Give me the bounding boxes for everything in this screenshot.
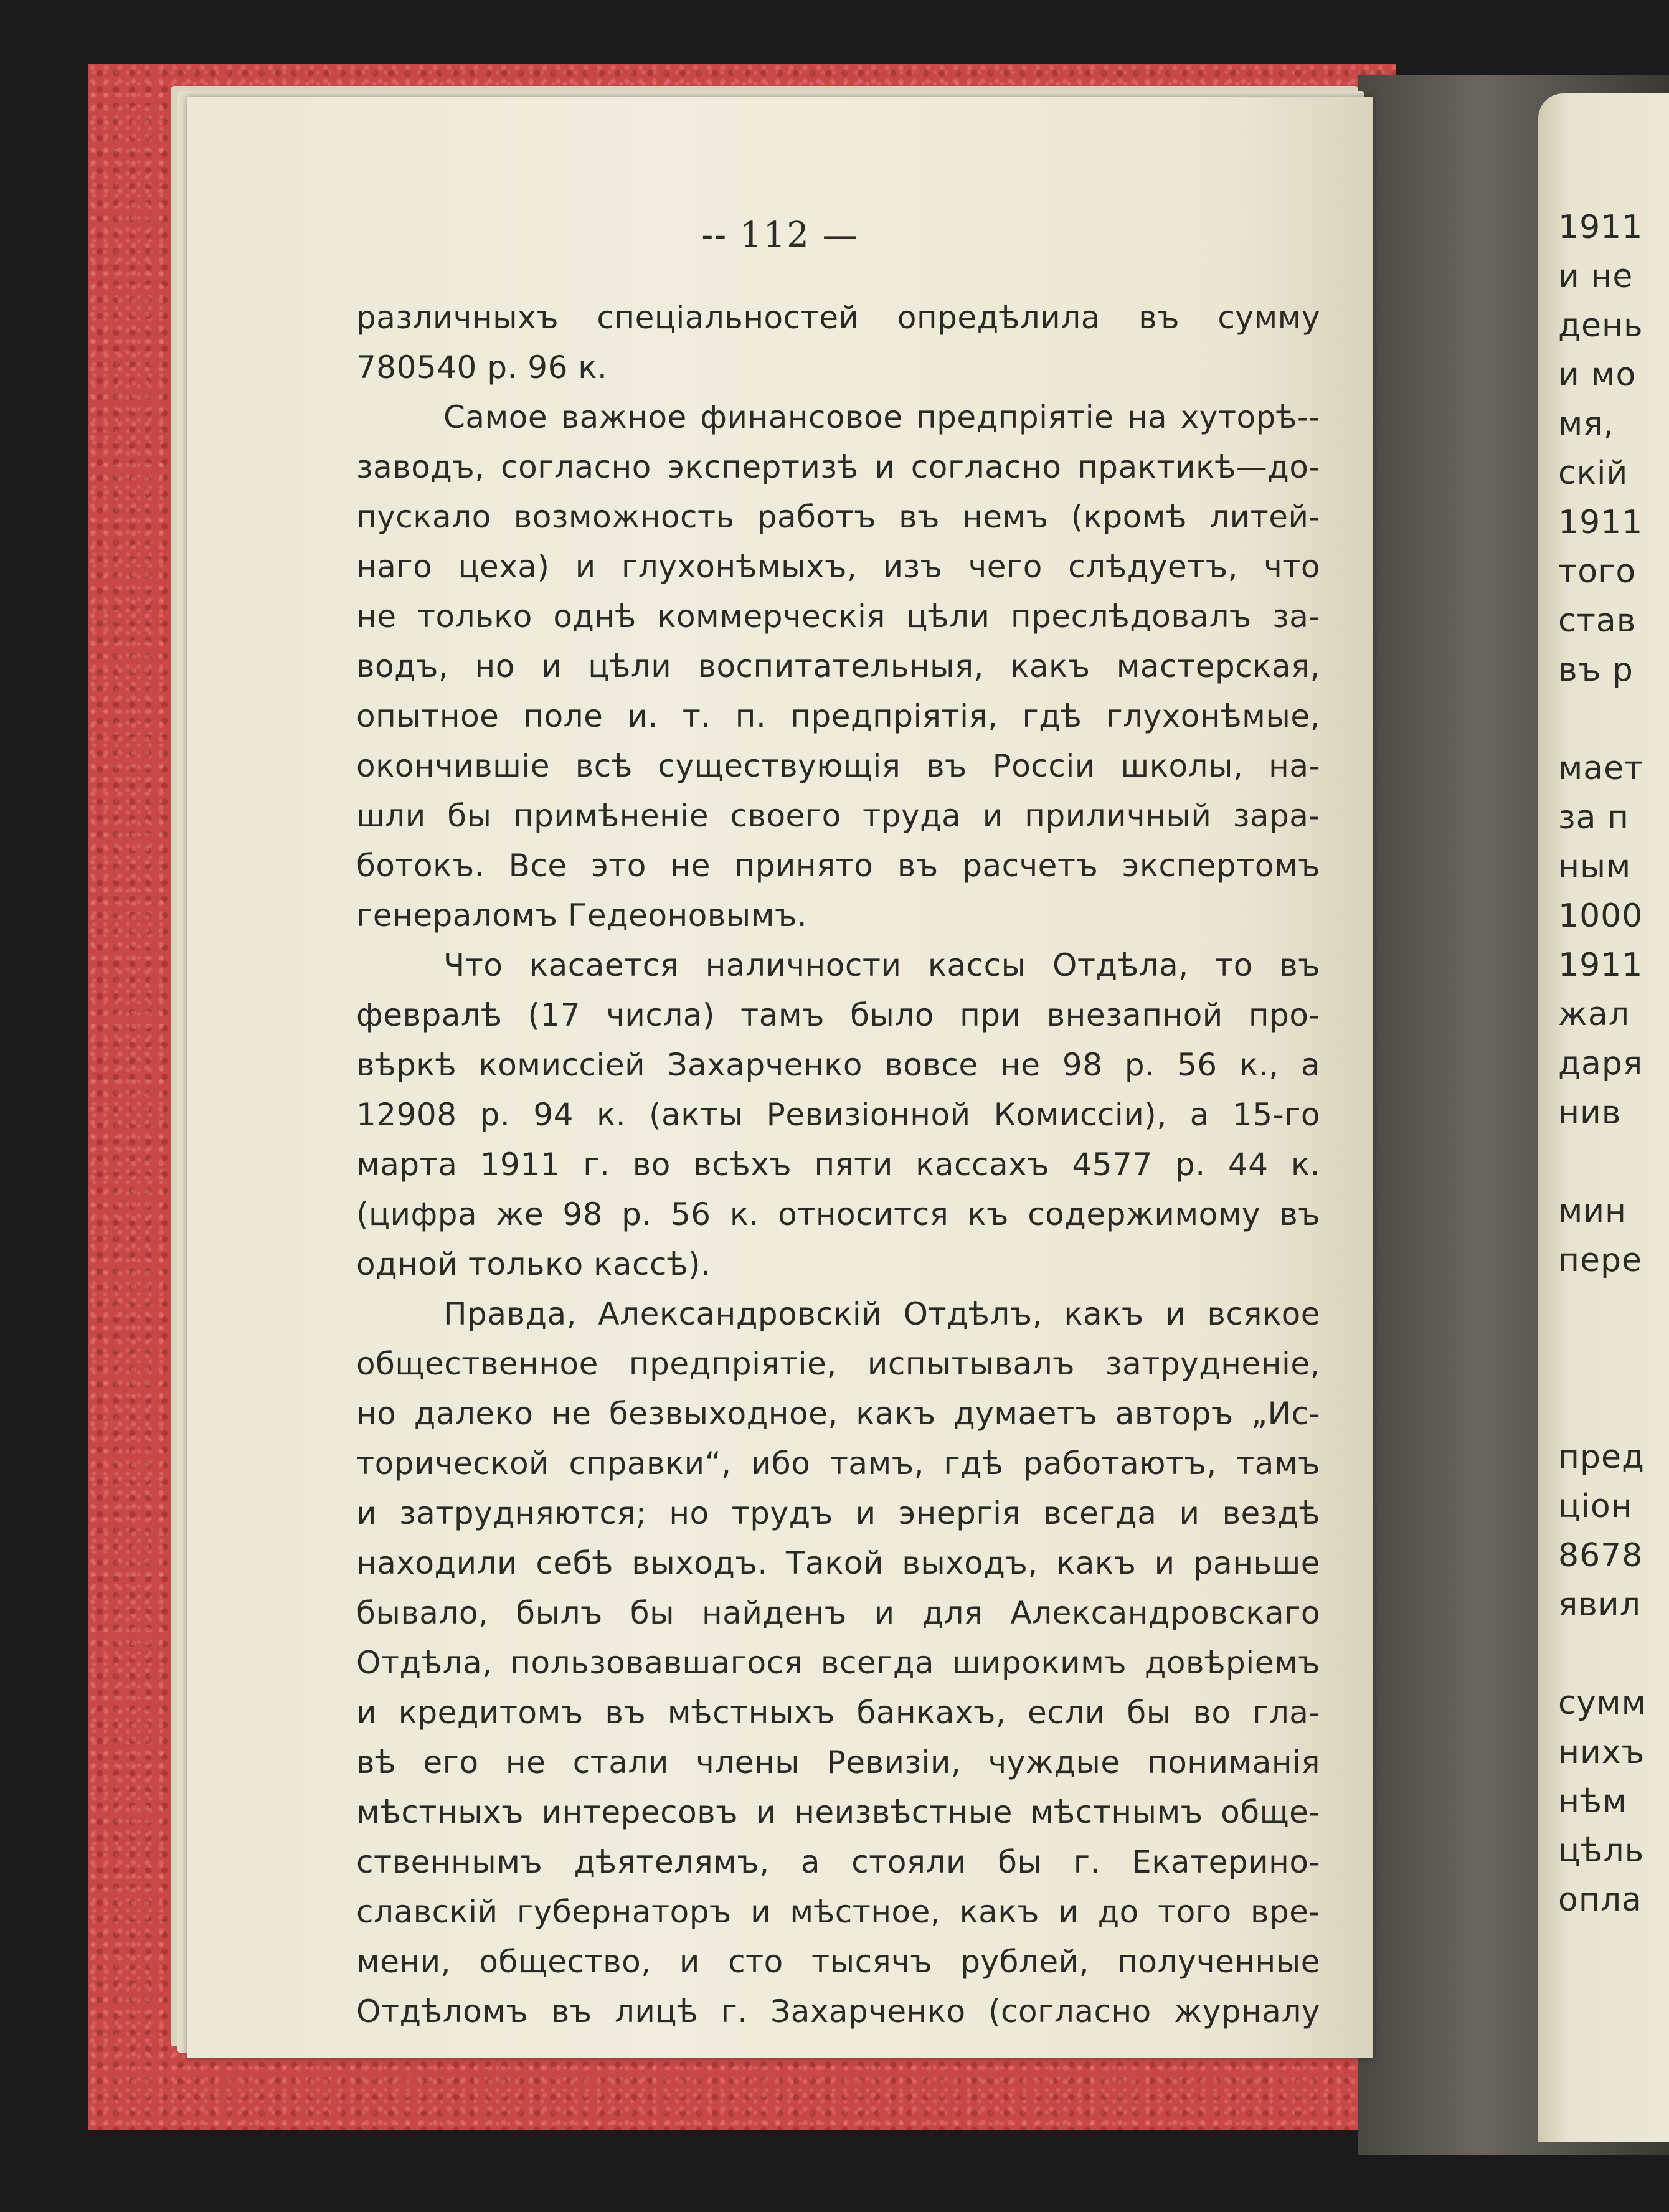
text-line: марта 1911 г. во всѣхъ пяти кассахъ 4577 р. 44 к. bbox=[356, 1146, 1320, 1183]
facing-page-line: и мо bbox=[1558, 356, 1637, 394]
text-line: (цифра же 98 р. 56 к. относится къ содержимому въ bbox=[356, 1196, 1320, 1232]
text-line: находили себѣ выходъ. Такой выходъ, какъ и раньше bbox=[356, 1545, 1320, 1581]
text-line: славскій губернаторъ и мѣстное, какъ и до того вре- bbox=[356, 1894, 1320, 1930]
facing-page-line: 1911 bbox=[1558, 504, 1643, 541]
text-line: ственнымъ дѣятелямъ, а стояли бы г. Екатерино- bbox=[356, 1844, 1320, 1880]
text-line: ботокъ. Все это не принято въ расчетъ экспертомъ bbox=[356, 848, 1320, 884]
text-line: заводъ, согласно экспертизѣ и согласно практикѣ—до- bbox=[356, 449, 1320, 485]
facing-page-line: мает bbox=[1558, 750, 1644, 787]
text-line: 12908 р. 94 к. (акты Ревизіонной Комиссіи), а 15-го bbox=[356, 1097, 1320, 1133]
text-line: не только однѣ коммерческія цѣли преслѣдовалъ за- bbox=[356, 598, 1320, 635]
text-line: наго цеха) и глухонѣмыхъ, изъ чего слѣдуетъ, что bbox=[356, 549, 1320, 585]
facing-page-line: день bbox=[1558, 307, 1643, 344]
page-body-text bbox=[356, 293, 1320, 2036]
text-line: 780540 р. 96 к. bbox=[356, 349, 608, 385]
facing-page-line: 1911 bbox=[1558, 209, 1643, 246]
facing-page-line: въ р bbox=[1558, 651, 1634, 689]
text-line: Самое важное финансовое предпріятіе на хуторѣ-- bbox=[443, 399, 1320, 435]
text-line: Что касается наличности кассы Отдѣла, то въ bbox=[443, 947, 1320, 983]
text-line: февралѣ (17 числа) тамъ было при внезапной про- bbox=[356, 997, 1320, 1033]
text-line: и кредитомъ въ мѣстныхъ банкахъ, если бы во гла- bbox=[356, 1694, 1320, 1731]
facing-page-line: став bbox=[1558, 602, 1637, 640]
facing-page-line: сумм bbox=[1558, 1685, 1647, 1722]
facing-page-line: скій bbox=[1558, 455, 1629, 492]
text-line: вѣркѣ комиссіей Захарченко вовсе не 98 р. 56 к., а bbox=[356, 1047, 1320, 1083]
facing-page-line: цѣль bbox=[1558, 1832, 1645, 1869]
text-line: Правда, Александровскій Отдѣлъ, какъ и всякое bbox=[443, 1296, 1320, 1332]
facing-page-line: и не bbox=[1558, 258, 1634, 295]
text-line: вѣ его не стали члены Ревизіи, чуждые пониманія bbox=[356, 1744, 1320, 1780]
facing-page-line: мин bbox=[1558, 1193, 1627, 1230]
text-line: шли бы примѣненіе своего труда и приличный зара- bbox=[356, 798, 1320, 834]
text-line: генераломъ Гедеоновымъ. bbox=[356, 897, 808, 933]
text-line: опытное поле и. т. п. предпріятія, гдѣ глухонѣмые, bbox=[356, 698, 1320, 734]
text-line: окончившіе всѣ существующія въ Россіи школы, на- bbox=[356, 748, 1320, 784]
facing-page-line: нѣм bbox=[1558, 1783, 1628, 1820]
text-line: общественное предпріятіе, испытывалъ затрудненіе, bbox=[356, 1346, 1320, 1382]
facing-page-line: за п bbox=[1558, 799, 1630, 836]
facing-page-line: 8678 bbox=[1558, 1537, 1643, 1574]
text-line: пускало возможность работъ въ немъ (кромѣ литей- bbox=[356, 499, 1320, 535]
text-line: но далеко не безвыходное, какъ думаетъ авторъ „Ис- bbox=[356, 1396, 1320, 1432]
facing-page-line: даря bbox=[1558, 1045, 1643, 1082]
text-line: торической справки“, ибо тамъ, гдѣ работаютъ, тамъ bbox=[356, 1445, 1320, 1482]
facing-page-line: ціон bbox=[1558, 1488, 1633, 1525]
text-line: водъ, но и цѣли воспитательныя, какъ мастерская, bbox=[356, 648, 1320, 684]
text-line: Отдѣла, пользовавшагося всегда широкимъ довѣріемъ bbox=[356, 1645, 1320, 1681]
facing-page bbox=[1538, 93, 1669, 2142]
facing-page-line: ным bbox=[1558, 848, 1632, 886]
facing-page-line: мя, bbox=[1558, 405, 1615, 443]
book-page bbox=[187, 97, 1373, 2058]
text-line: мени, общество, и сто тысячъ рублей, полученные bbox=[356, 1944, 1320, 1980]
facing-page-line: пред bbox=[1558, 1439, 1645, 1476]
facing-page-line: явил bbox=[1558, 1586, 1641, 1624]
facing-page-line: нив bbox=[1558, 1094, 1622, 1132]
text-line: одной только кассѣ). bbox=[356, 1246, 711, 1282]
facing-page-line: пере bbox=[1558, 1242, 1642, 1279]
text-line: бывало, былъ бы найденъ и для Александровскаго bbox=[356, 1595, 1320, 1631]
text-line: мѣстныхъ интересовъ и неизвѣстные мѣстнымъ обще- bbox=[356, 1794, 1320, 1830]
facing-page-line: нихъ bbox=[1558, 1734, 1645, 1771]
page-number: -- 112 — bbox=[701, 215, 859, 255]
text-line: различныхъ спеціальностей опредѣлила въ сумму bbox=[356, 300, 1320, 336]
facing-page-line: 1911 bbox=[1558, 947, 1643, 984]
facing-page-line: жал bbox=[1558, 996, 1630, 1033]
facing-page-line: 1000 bbox=[1558, 897, 1643, 935]
facing-page-line: опла bbox=[1558, 1881, 1642, 1919]
text-line: и затрудняются; но трудъ и энергія всегда и вездѣ bbox=[356, 1495, 1320, 1531]
text-line: Отдѣломъ въ лицѣ г. Захарченко (согласно журналу bbox=[356, 1993, 1320, 2030]
facing-page-line: того bbox=[1558, 553, 1637, 590]
